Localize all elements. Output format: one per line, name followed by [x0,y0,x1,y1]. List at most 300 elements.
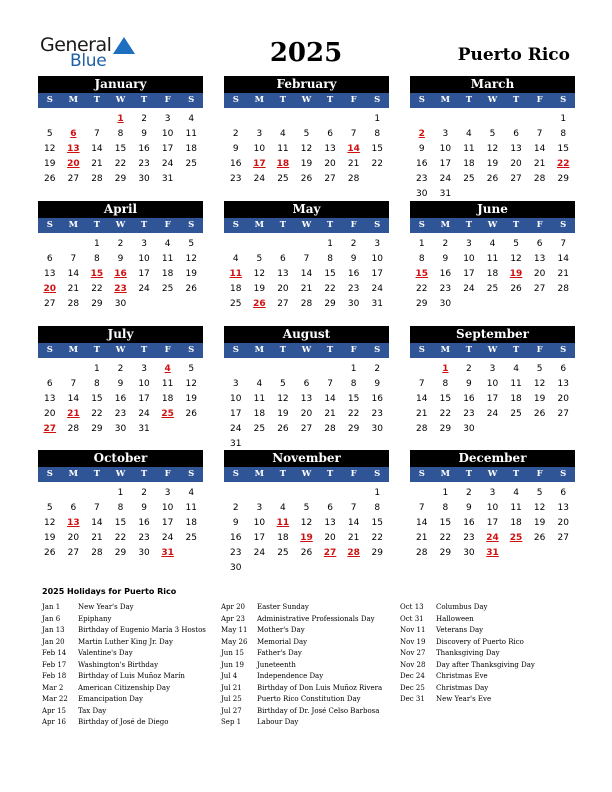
weekday-label: T [512,95,520,105]
day-cell: 29 [371,548,383,558]
day-cell [85,486,109,501]
day-cell: 1 [442,488,449,498]
day-cell: 13 [557,503,569,513]
day-cell: 12 [253,269,266,279]
holiday-date: Feb 17 [42,660,67,669]
week-row [410,531,575,546]
holiday-day: 1 [442,364,449,374]
holiday-date: Jul 27 [221,706,242,715]
day-cell: 18 [510,518,522,528]
day-cell: 17 [463,269,475,279]
day-cell: 6 [280,254,286,264]
day-cell: 16 [463,394,475,404]
holiday-entry [221,671,382,683]
holiday-name: Birthday of José de Diego [78,718,169,726]
day-cell: 23 [347,284,360,294]
holiday-date: Jul 4 [221,672,238,680]
day-cell: 5 [188,364,195,374]
weekday-label: F [350,469,357,479]
holiday-name: Christmas Eve [436,672,488,680]
day-cell: 28 [300,299,313,309]
day-cell [318,561,342,576]
holiday-entry [42,602,206,614]
day-cell: 9 [141,503,147,513]
day-cell: 1 [374,114,381,124]
day-cell: 18 [185,144,197,154]
holiday-entry [221,614,382,626]
day-cell: 13 [324,144,336,154]
day-cell: 27 [557,409,569,419]
holiday-date: Jul 21 [221,683,242,692]
week-row [224,561,389,576]
day-cell: 26 [533,533,546,543]
weekday-label: F [164,220,171,230]
day-cell: 30 [371,424,383,434]
day-cell: 25 [161,284,174,294]
holiday-date: Dec 24 [400,672,425,680]
day-cell: 23 [371,409,383,419]
weekday-label: T [93,345,101,355]
day-cell: 3 [141,364,147,374]
day-cell: 1 [374,488,381,498]
day-cell [481,297,505,312]
holiday-entry [400,683,535,695]
day-cell: 22 [91,284,103,294]
weekday-header [38,93,203,108]
weekday-label: S [374,345,381,355]
week-row [38,531,203,546]
day-cell: 4 [513,488,519,498]
day-cell: 28 [416,548,428,558]
week-row [224,267,389,282]
day-cell: 24 [161,533,174,543]
month-november [224,450,389,576]
weekday-label: W [115,220,126,230]
day-cell: 1 [94,239,100,249]
weekday-label: T [465,469,473,479]
day-cell: 10 [253,144,266,154]
weekday-label: T [93,95,101,105]
holiday-name: Memorial Day [257,637,308,646]
weekday-label: M [440,95,451,105]
weekday-label: S [418,469,425,479]
weekday-label: T [93,469,101,479]
day-cell: 29 [91,424,103,434]
holiday-day: 26 [253,299,266,309]
day-cell: 26 [44,174,56,184]
month-name: October [38,450,203,467]
day-cell: 1 [560,114,567,124]
holiday-name: Christmas Day [436,683,489,692]
day-cell: 5 [536,364,543,374]
day-cell: 2 [374,364,381,374]
day-cell: 6 [513,129,519,139]
holiday-entry [400,648,535,660]
day-cell [481,422,505,437]
weekday-label: F [164,95,171,105]
week-row [224,362,389,377]
day-cell: 27 [300,424,313,434]
holiday-day: 20 [67,159,80,169]
day-cell [248,561,272,576]
weekday-label: W [115,95,126,105]
day-cell [318,112,342,127]
day-cell: 18 [510,394,522,404]
day-cell [342,561,366,576]
weekday-header [38,343,203,358]
day-cell: 10 [138,254,150,264]
weekday-label: T [140,345,148,355]
week-row [38,486,203,501]
holiday-entry [42,671,206,683]
day-cell: 4 [256,379,263,389]
day-cell: 3 [489,488,496,498]
day-cell: 30 [347,299,360,309]
day-cell: 15 [347,394,360,404]
day-cell: 8 [418,254,425,264]
week-row [224,142,389,157]
weekday-header [224,343,389,358]
holiday-entry [221,637,382,649]
weekday-label: T [279,220,287,230]
day-cell: 2 [350,239,357,249]
day-cell [38,112,62,127]
day-cell: 6 [303,379,310,389]
holiday-entry [42,614,206,626]
weekday-label: M [440,469,451,479]
day-cell: 10 [253,518,266,528]
holiday-name: Veterans Day [436,626,484,634]
week-row [410,252,575,267]
holiday-column [400,602,535,706]
holiday-name: Administrative Professionals Day [257,614,375,623]
week-row [224,237,389,252]
holiday-date: Jan 13 [42,626,65,634]
day-cell: 7 [536,129,543,139]
holiday-entry [42,648,206,660]
week-row [224,501,389,516]
weekday-label: M [68,469,79,479]
day-cell: 30 [439,299,452,309]
day-cell [434,112,458,127]
weekday-label: S [374,220,381,230]
day-cell: 28 [557,284,569,294]
day-cell [271,561,295,576]
day-cell: 4 [466,129,472,139]
day-cell: 17 [138,269,150,279]
day-cell: 20 [510,159,522,169]
weekday-label: W [487,469,498,479]
day-cell: 13 [533,254,546,264]
day-cell: 17 [486,518,499,528]
day-cell: 22 [347,409,360,419]
day-cell: 11 [277,144,289,154]
day-cell: 19 [300,159,313,169]
holiday-entry [42,717,206,729]
day-cell [528,187,552,202]
month-name: July [38,326,203,343]
day-cell: 15 [114,518,127,528]
holiday-day: 13 [67,144,80,154]
holiday-day: 11 [276,518,290,528]
day-cell: 5 [280,379,286,389]
week-row [410,407,575,422]
holiday-date: Feb 18 [42,672,67,680]
week-row [38,297,203,312]
weekday-label: T [326,220,334,230]
day-cell [271,362,295,377]
weekday-label: S [188,345,195,355]
day-cell: 6 [560,488,567,498]
day-cell [504,422,528,437]
month-name: February [224,76,389,93]
holiday-date: May 11 [221,626,248,634]
holiday-entry [400,614,535,626]
day-cell: 21 [416,533,428,543]
day-cell: 31 [230,439,242,449]
day-cell: 12 [185,379,197,389]
weekday-label: M [254,469,265,479]
day-cell: 14 [324,394,336,404]
weekday-label: T [512,220,520,230]
holidays-title: 2025 Holidays for Puerto Rico [42,587,177,596]
day-cell: 23 [230,174,242,184]
day-cell: 10 [161,503,174,513]
holiday-name: Columbus Day [436,603,488,611]
month-january [38,76,203,187]
day-cell: 3 [164,488,171,498]
day-cell [551,187,575,202]
day-cell: 6 [327,129,333,139]
day-cell: 19 [486,159,499,169]
day-cell: 1 [350,364,357,374]
week-row [224,422,389,437]
day-cell: 13 [277,269,289,279]
day-cell: 11 [161,379,174,389]
week-row [410,142,575,157]
day-cell [179,422,203,437]
holiday-date: Jun 15 [221,649,244,657]
day-cell: 2 [232,503,239,513]
day-cell: 23 [230,548,242,558]
day-cell: 30 [230,563,242,573]
day-cell: 20 [533,269,546,279]
weekday-label: S [188,469,195,479]
weekday-label: F [536,95,543,105]
holiday-entry [400,625,535,637]
holiday-name: Birthday of Luis Muñoz Marín [78,672,185,680]
weekday-header [224,467,389,482]
day-cell: 24 [138,409,150,419]
day-cell [457,297,481,312]
weekday-label: S [560,345,567,355]
day-cell: 27 [67,548,80,558]
day-cell: 2 [141,114,147,124]
day-cell: 8 [117,129,124,139]
weekday-label: S [418,220,425,230]
day-cell: 18 [277,533,289,543]
day-cell: 22 [439,409,452,419]
week-row [38,252,203,267]
day-cell: 6 [560,364,567,374]
weekday-label: F [536,345,543,355]
month-february [224,76,389,187]
weekday-label: M [68,220,79,230]
day-cell [248,112,272,127]
day-cell: 16 [138,144,150,154]
day-cell [551,297,575,312]
day-cell: 19 [185,269,197,279]
day-cell: 27 [533,284,546,294]
weekday-label: T [279,469,287,479]
weekday-label: F [536,469,543,479]
holiday-date: Apr 16 [42,718,67,726]
weekday-label: S [418,345,425,355]
day-cell: 28 [67,424,80,434]
day-cell: 29 [557,174,569,184]
day-cell: 26 [486,174,499,184]
day-cell: 29 [439,548,452,558]
day-cell: 7 [560,239,567,249]
day-cell: 30 [138,548,150,558]
day-cell: 29 [114,548,127,558]
week-row [224,531,389,546]
day-cell: 31 [161,174,174,184]
month-august [224,326,389,452]
day-cell: 16 [230,159,242,169]
page-title: 2025 [269,38,343,68]
weekday-header [224,218,389,233]
logo-text-general: General [40,34,112,56]
day-cell: 14 [416,518,428,528]
month-name: December [410,450,575,467]
day-cell: 29 [347,424,360,434]
holiday-day: 27 [323,548,337,558]
day-cell: 30 [463,424,475,434]
weekday-label: T [326,345,334,355]
weekday-label: M [68,345,79,355]
week-row [224,377,389,392]
week-row [224,282,389,297]
weekday-label: W [115,345,126,355]
weekday-label: W [487,345,498,355]
day-cell [224,237,248,252]
day-cell: 8 [94,379,100,389]
day-cell: 21 [91,159,103,169]
day-cell: 11 [185,503,197,513]
day-cell: 6 [46,254,53,264]
day-cell: 16 [347,269,360,279]
holiday-name: New Year's Eve [436,695,492,703]
day-cell: 24 [253,548,266,558]
day-cell: 17 [439,159,452,169]
day-cell: 3 [256,129,263,139]
day-cell: 24 [230,424,242,434]
holiday-day: 23 [114,284,127,294]
weekday-label: W [487,220,498,230]
day-cell: 9 [141,129,147,139]
day-cell: 15 [91,394,103,404]
day-cell: 21 [324,409,336,419]
holiday-day: 17 [253,159,266,169]
weekday-label: T [279,95,287,105]
day-cell: 14 [416,394,428,404]
day-cell: 29 [439,424,452,434]
day-cell: 27 [67,174,80,184]
day-cell: 20 [277,284,289,294]
weekday-label: S [232,345,239,355]
day-cell: 17 [486,394,499,404]
day-cell [62,112,86,127]
day-cell: 11 [185,129,197,139]
weekday-label: M [254,345,265,355]
day-cell [365,561,389,576]
holiday-entry [221,602,382,614]
day-cell: 9 [350,254,357,264]
weekday-label: W [301,345,312,355]
day-cell: 15 [371,518,383,528]
day-cell: 15 [324,269,336,279]
holiday-day: 20 [43,284,57,294]
day-cell: 18 [463,159,475,169]
weekday-label: M [68,95,79,105]
week-row [410,237,575,252]
day-cell [85,112,109,127]
day-cell: 24 [463,284,475,294]
holiday-name: Birthday of Don Luis Muñoz Rivera [257,683,383,692]
day-cell: 7 [94,503,100,513]
day-cell [248,362,272,377]
day-cell: 24 [161,159,174,169]
day-cell: 4 [489,239,496,249]
weekday-label: M [440,345,451,355]
holiday-entry [400,660,535,672]
day-cell [504,187,528,202]
day-cell: 17 [253,533,266,543]
weekday-header [38,218,203,233]
day-cell: 16 [230,533,242,543]
day-cell: 8 [374,129,381,139]
holiday-entry [221,683,382,695]
week-row [224,486,389,501]
holiday-name: Washington's Birthday [78,660,159,669]
holiday-entry [221,625,382,637]
day-cell: 29 [91,299,103,309]
holiday-name: Birthday of Eugenio María 3 Hostos [78,626,206,634]
day-cell: 30 [114,299,127,309]
holiday-day: 19 [300,533,313,543]
holiday-day: 25 [509,533,523,543]
day-cell: 30 [416,189,428,199]
day-cell: 18 [161,269,174,279]
day-cell: 25 [253,424,266,434]
day-cell: 12 [533,503,546,513]
day-cell: 22 [371,533,383,543]
day-cell: 5 [536,488,543,498]
holiday-name: Discovery of Puerto Rico [436,637,524,646]
day-cell: 25 [230,299,242,309]
day-cell: 28 [91,548,103,558]
day-cell: 24 [371,284,383,294]
holiday-entry [42,694,206,706]
day-cell: 29 [324,299,336,309]
month-september [410,326,575,437]
day-cell: 25 [277,548,289,558]
day-cell [457,187,481,202]
day-cell: 8 [374,503,381,513]
month-name: April [38,201,203,218]
day-cell: 21 [557,269,569,279]
